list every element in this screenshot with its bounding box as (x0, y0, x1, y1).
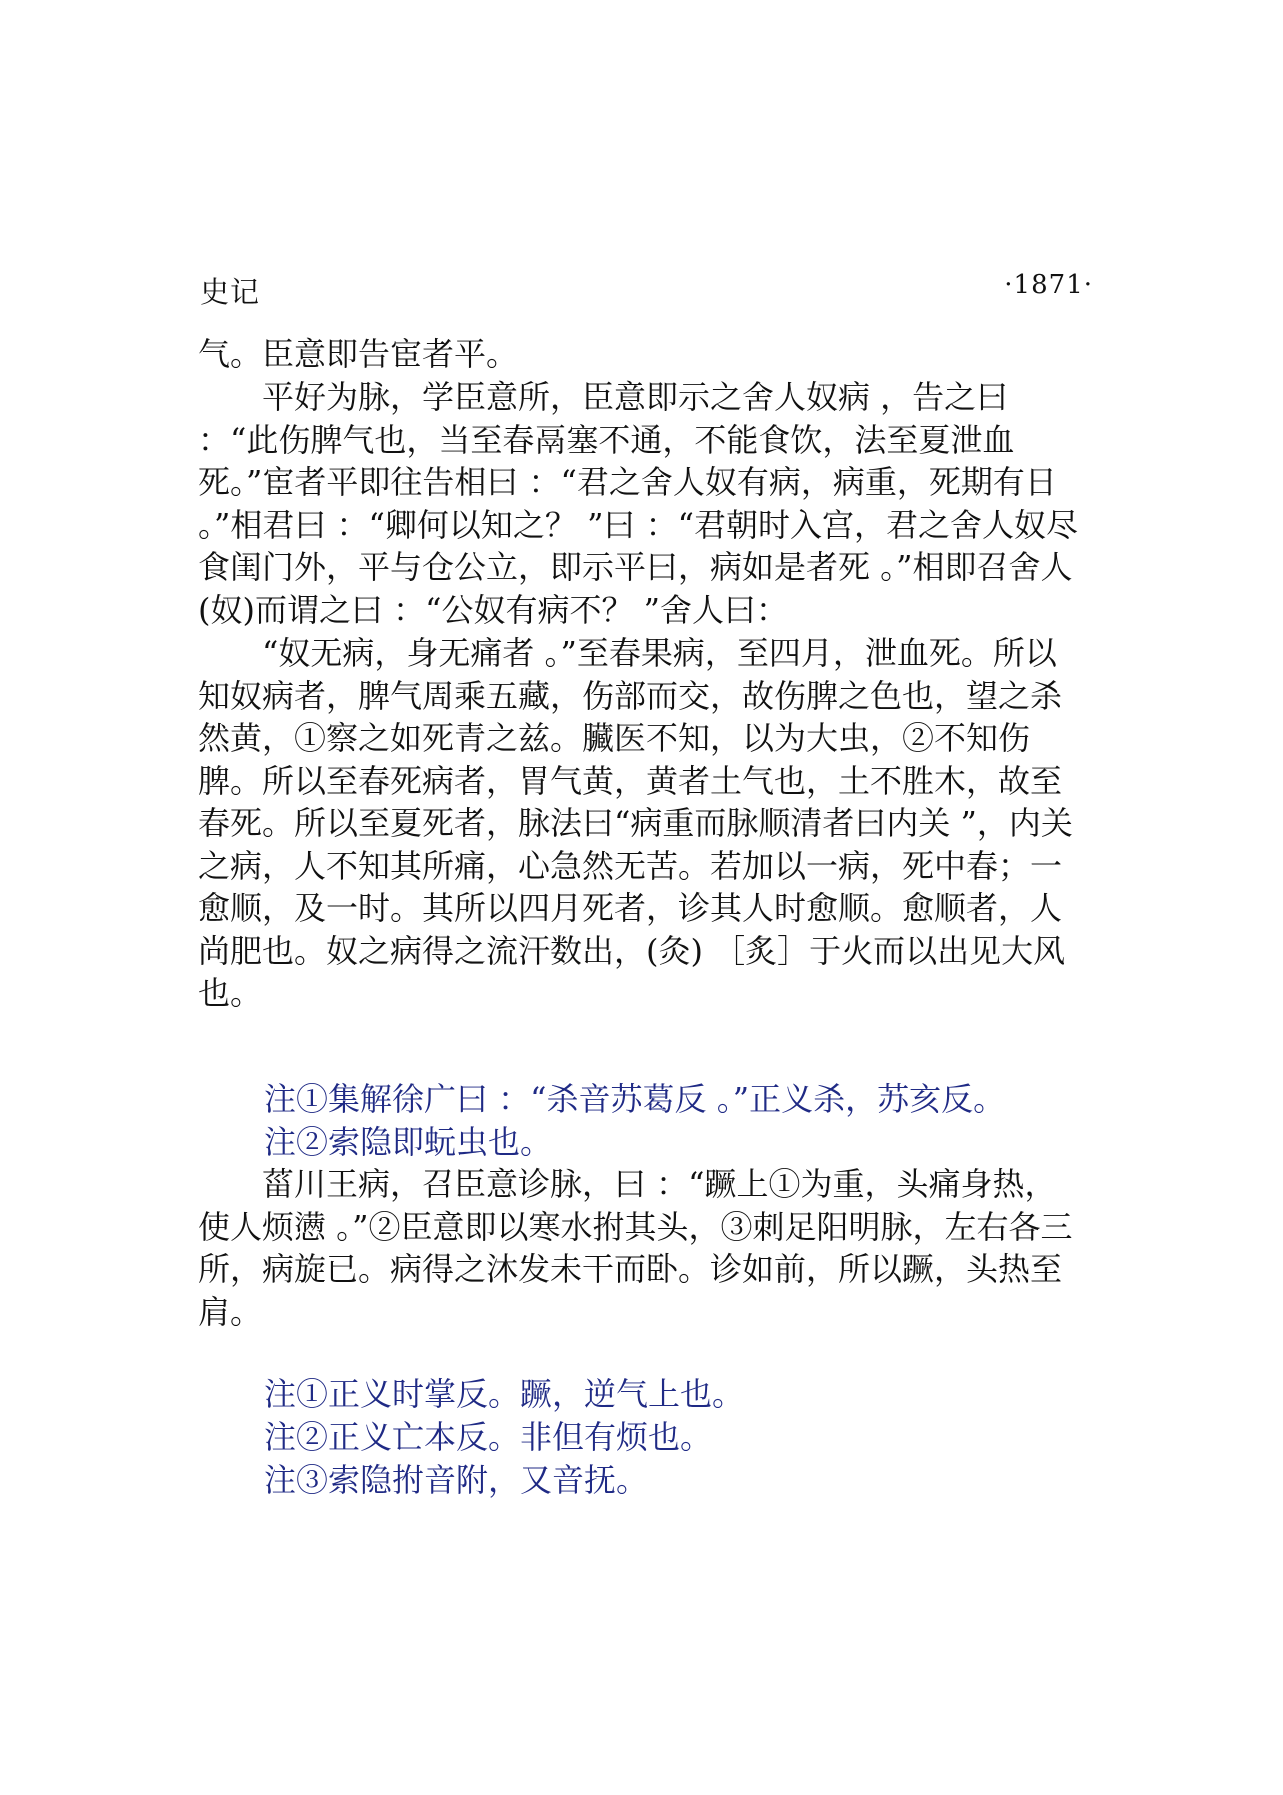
note-line: 注①正义时掌反。蹶，逆气上也。 (264, 1375, 745, 1413)
paragraph-2: 平好为脉，学臣意所，臣意即示之舍人奴病 ，告之曰 ：“此伤脾气也，当至春鬲塞不通，不能食饮，法至夏泄血死。”宦者平即往告相曰 ：“君之舍人奴有病，病重，死期有日 。”相君曰 ：“卿何以知之？ ”曰 ：“君朝时入宫，君之舍人奴尽食闺门外，平与仓公立，即示平曰，病如是者死 。”相即召舍人(奴)而谓之曰 ：“公奴有病不？ ”舍人曰： (198, 378, 1078, 629)
note-line: 注②索隐即蚖虫也。 (264, 1123, 553, 1161)
page-number: ·1871· (1004, 270, 1093, 300)
running-header-title: 史记 (200, 275, 261, 309)
note-line: 注③索隐拊音附，又音抚。 (264, 1461, 649, 1499)
note-line: 注①集解徐广曰 ：“杀音苏葛反 。”正义杀，苏亥反。 (264, 1080, 1006, 1118)
note-line: 注②正义亡本反。非但有烦也。 (264, 1418, 713, 1456)
paragraph-1: 气。臣意即告宦者平。 (198, 335, 519, 373)
paragraph-4: 菑川王病，召臣意诊脉，曰 ：“蹶上①为重，头痛身热，使人烦懑 。”②臣意即以寒水拊其头，③刺足阳明脉，左右各三所，病旋已。病得之沐发未干而卧。诊如前，所以蹶，头热至肩。 (198, 1165, 1073, 1331)
paragraph-3: “奴无病，身无痛者 。”至春果病，至四月，泄血死。所以知奴病者，脾气周乘五藏，伤部而交，故伤脾之色也，望之杀然黄，①察之如死青之兹。臟医不知，以为大虫，②不知伤脾。所以至春死病者，胃气黄，黄者土气也，土不胜木，故至春死。所以至夏死者，脉法曰“病重而脉顺清者曰内关 ”，内关之病，人不知其所痛，心急然无苦。若加以一病，死中春；一愈顺，及一时。其所以四月死者，诊其人时愈顺。愈顺者，人尚肥也。奴之病得之流汗数出，(灸) ［炙］于火而以出见大风也。 (198, 634, 1073, 1012)
